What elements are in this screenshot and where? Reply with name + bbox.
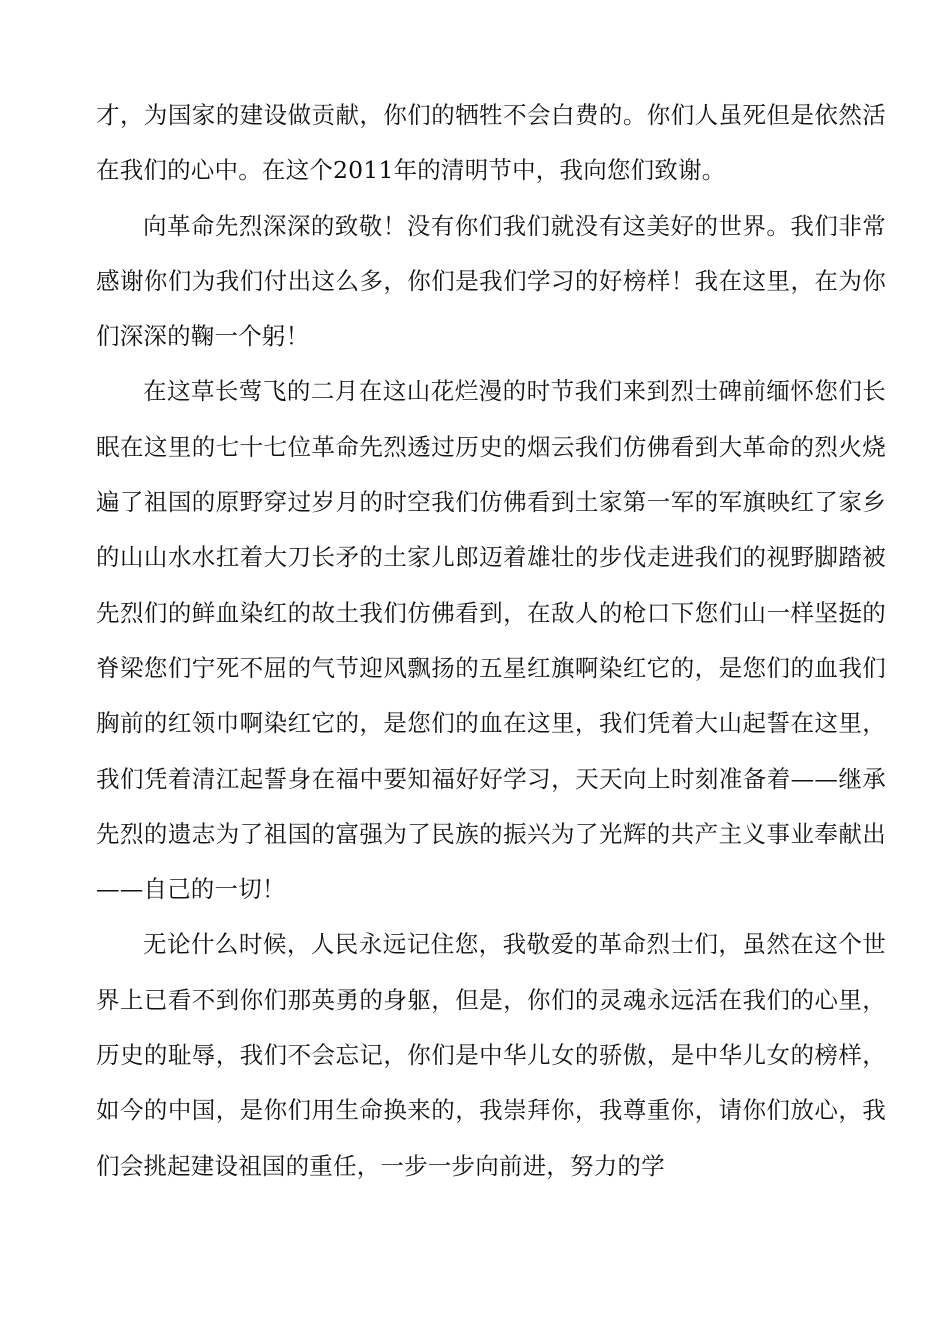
paragraph-remembrance: 无论什么时候，人民永远记住您，我敬爱的革命烈士们，虽然在这个世界上已看不到你们那英勇的身躯，但是，你们的灵魂永远活在我们的心里，历史的耻辱，我们不会忘记，你们是中华儿女的骄傲，是中华儿女的榜样，如今的中国，是你们用生命换来的，我崇拜你，我尊重你，请你们放心，我们会挑起建设祖国的重任，一步一步向前进，努力的学	[96, 930, 886, 1180]
paragraph-continuation: 才，为国家的建设做贡献，你们的牺牲不会白费的。你们人虽死但是依然活在我们的心中。在这个2011年的清明节中，我向您们致谢。	[96, 101, 886, 185]
paragraph-memorial: 在这草长莺飞的二月在这山花烂漫的时节我们来到烈士碑前缅怀您们长眠在这里的七十七位革命先烈透过历史的烟云我们仿佛看到大革命的烈火烧遍了祖国的原野穿过岁月的时空我们仿佛看到土家第一军的军旗映红了家乡的山山水水扛着大刀长矛的土家儿郎迈着雄壮的步伐走进我们的视野脚踏被先烈们的鲜血染红的故土我们仿佛看到，在敌人的枪口下您们山一样坚挺的脊梁您们宁死不屈的气节迎风飘扬的五星红旗啊染红它的，是您们的血我们胸前的红领巾啊染红它的，是您们的血在这里，我们凭着大山起誓在这里，我们凭着清江起誓身在福中要知福好好学习，天天向上时刻准备着——继承先烈的遗志为了祖国的富强为了民族的振兴为了光辉的共产主义事业奉献出——自己的一切！	[96, 377, 886, 904]
document-body	[96, 88, 886, 1194]
paragraph-salute: 向革命先烈深深的致敬！没有你们我们就没有这美好的世界。我们非常感谢你们为我们付出这么多，你们是我们学习的好榜样！我在这里，在为你们深深的鞠一个躬！	[96, 211, 886, 351]
